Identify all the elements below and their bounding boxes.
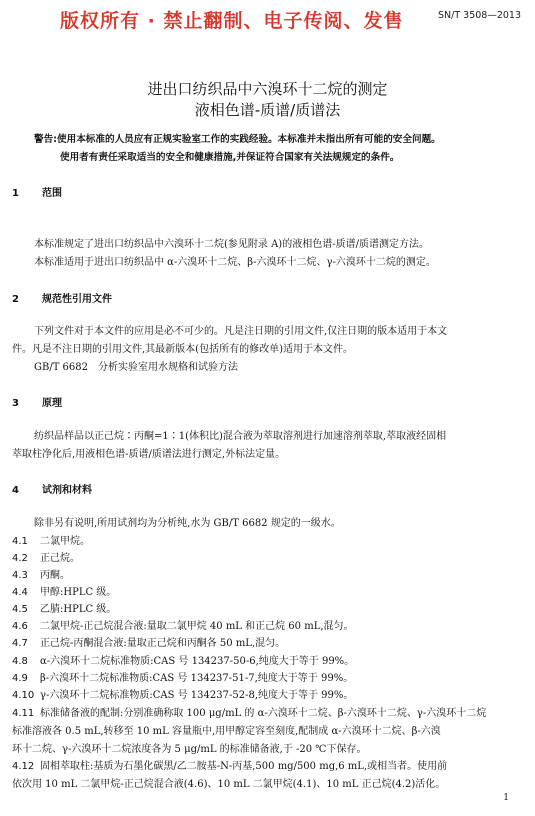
normative-paragraph-line2: 件。凡是不注日期的引用文件,其最新版本(包括所有的修改单)适用于本文件。 [12,344,353,355]
section-title: 原理 [42,398,62,409]
list-item-4-12: 4.12 固相萃取柱:基质为石墨化碳黑/乙二胺基-N-丙基,500 mg/500 mg,6 mL,或相当者。使用前 [12,761,448,772]
section-4-heading [12,481,92,496]
list-item: 4.4 甲醇:HPLC 级。 [12,587,117,598]
list-item-4-12-line2: 依次用 10 mL 二氯甲烷-正己烷混合液(4.6)、10 mL 二氯甲烷(4.1)、10 mL 正己烷(4.2)活化。 [12,779,446,790]
section-2-heading [12,290,112,305]
section-title: 范围 [42,188,62,199]
section-title: 规范性引用文件 [42,294,112,305]
section-number: 1 [12,188,19,199]
list-item-4-11: 4.11 标准储备液的配制:分别准确称取 100 μg/mL 的 α-六溴环十二烷、β-六溴环十二烷、γ-六溴环十二烷 [12,708,487,719]
principle-line1: 纺织品样品以正己烷∶丙酮=1∶1(体积比)混合液为萃取溶剂进行加速溶剂萃取,萃取液经固相 [34,431,447,442]
list-item: 4.3 丙酮。 [12,570,70,581]
list-item: 4.8 α-六溴环十二烷标准物质:CAS 号 134237-50-6,纯度大于等于 99%。 [12,656,355,667]
doc-title-line2: 液相色谱-质谱/质谱法 [194,101,341,119]
list-item: 4.10 γ-六溴环十二烷标准物质:CAS 号 134237-52-8,纯度大于等于 99%。 [12,690,354,701]
list-item: 4.5 乙腈:HPLC 级。 [12,604,117,615]
reagents-intro: 除非另有说明,所用试剂均为分析纯,水为 GB/T 6682 规定的一级水。 [34,518,341,529]
doc-title-line1: 进出口纺织品中六溴环十二烷的测定 [147,80,388,98]
normative-reference: GB/T 6682 分析实验室用水规格和试验方法 [34,362,239,373]
list-item: 4.9 β-六溴环十二烷标准物质:CAS 号 134237-51-7,纯度大于等于 99%。 [12,673,354,684]
section-3-heading [12,394,62,409]
scope-paragraph-2: 本标准适用于进出口纺织品中 α-六溴环十二烷、β-六溴环十二烷、γ-六溴环十二烷的测定。 [34,257,436,268]
page-number: 1 [503,793,509,803]
section-number: 4 [12,485,19,496]
scope-paragraph-1: 本标准规定了进出口纺织品中六溴环十二烷(参见附录 A)的液相色谱-质谱/质谱测定方法。 [34,239,429,250]
section-number: 2 [12,294,19,305]
list-item-4-11-line2: 标准溶液各 0.5 mL,转移至 10 mL 容量瓶中,用甲醇定容至刻度,配制成 α-六溴环十二烷、β-六溴 [12,726,441,737]
list-item: 4.1 二氯甲烷。 [12,536,90,547]
list-item: 4.7 正己烷-丙酮混合液:量取正己烷和丙酮各 50 mL,混匀。 [12,638,286,649]
principle-line2: 萃取柱净化后,用液相色谱-质谱/质谱法进行测定,外标法定量。 [12,449,286,460]
copyright-watermark: 版权所有 · 禁止翻制、电子传阅、发售 [60,10,404,32]
warning-line1: 警告:使用本标准的人员应有正规实验室工作的实践经验。本标准并未指出所有可能的安全问题。 [34,134,441,145]
section-title: 试剂和材料 [42,485,92,496]
list-item: 4.6 二氯甲烷-正己烷混合液:量取二氯甲烷 40 mL 和正己烷 60 mL,混匀。 [12,621,354,632]
list-item-4-11-line3: 环十二烷、γ-六溴环十二烷浓度各为 5 μg/mL 的标准储备液,于 -20 ℃下保存。 [12,744,367,755]
standard-number: SN/T 3508—2013 [437,10,521,21]
section-1-heading [12,184,62,199]
normative-paragraph-line1: 下列文件对于本文件的应用是必不可少的。凡是注日期的引用文件,仅注日期的版本适用于本文 [34,326,448,337]
warning-line2: 使用者有责任采取适当的安全和健康措施,并保证符合国家有关法规规定的条件。 [60,152,400,163]
section-number: 3 [12,398,19,409]
list-item: 4.2 正己烷。 [12,553,80,564]
